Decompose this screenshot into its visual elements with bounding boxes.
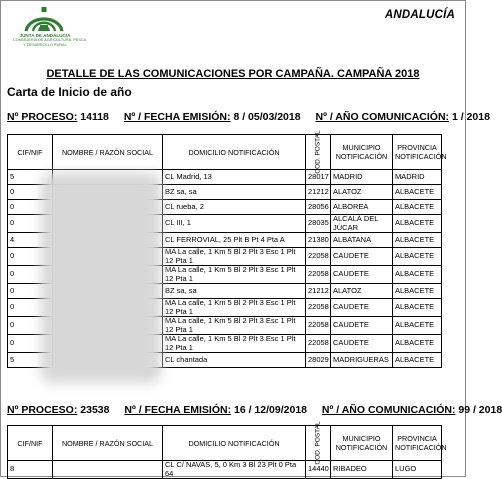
cell-provincia: ALBACETE [393, 185, 442, 200]
cell-domicilio: MA La calle, 1 Km 5 Bl 2 Plt 3 Esc 1 Plt 12 Pta 1 [163, 248, 306, 266]
cell-provincia: ALBACETE [393, 248, 442, 266]
cell-domicilio: BZ sa, sa [163, 284, 306, 299]
col-header-domicilio: DOMICILIO NOTIFICACIÓN [163, 135, 306, 170]
cell-municipio: RIBADEO [331, 461, 393, 479]
cell-cod-postal: 22058 [306, 299, 331, 317]
cell-provincia: ALBACETE [393, 200, 442, 215]
cell-cod-postal: 21212 [306, 185, 331, 200]
junta-andalucia-logo [13, 5, 87, 49]
cell-domicilio: MA La calle, 1 Km 5 Bl 2 Plt 3 Esc 1 Plt 12 Pta 1 [163, 299, 306, 317]
cell-municipio: CAUDETE [331, 299, 393, 317]
table-row [8, 461, 442, 479]
logo-text-line3: Y DESARROLLO RURAL [23, 42, 67, 47]
col-header-nif: CIF/NIF [8, 135, 53, 170]
cell-provincia: ALBACETE [393, 353, 442, 368]
logo-text-line2: CONSEJERÍA DE AGRICULTURA, PESCA [13, 38, 87, 43]
cell-municipio: MADRIGUERAS [331, 353, 393, 368]
col-header-domicilio: DOMICILIO NOTIFICACIÓN [163, 426, 306, 461]
cell-nombre [53, 461, 163, 479]
cell-provincia: ALBACETE [393, 215, 442, 233]
cell-provincia: ALBACETE [393, 233, 442, 248]
col-header-nombre: NOMBRE / RAZÓN SOCIAL [53, 426, 163, 461]
cell-domicilio: CL Madrid, 13 [163, 170, 306, 185]
col-header-nombre: NOMBRE / RAZÓN SOCIAL [53, 135, 163, 170]
process-header [7, 404, 502, 416]
cell-domicilio: BZ sa, sa [163, 185, 306, 200]
cell-provincia: ALBACETE [393, 335, 442, 353]
cell-domicilio: CL FERROVIAL, 25 Plt B Pt 4 Pta A [163, 233, 306, 248]
cell-provincia: ALBACETE [393, 317, 442, 335]
cell-cod-postal: 22058 [306, 335, 331, 353]
col-header-provincia: PROVINCIA NOTIFICACIÓN [393, 135, 442, 170]
proceso-label: Nº PROCESO: [7, 404, 78, 416]
cell-provincia: LUGO [393, 461, 442, 479]
cell-nif: 0 [8, 185, 53, 200]
table-header-row [8, 135, 442, 170]
cell-nif: 0 [8, 299, 53, 317]
fecha-emision-label: Nº / FECHA EMISIÓN: [123, 111, 231, 123]
document-title: DETALLE DE LAS COMUNICACIONES POR CAMPAÑA. CAMPAÑA 2018 [46, 68, 420, 80]
cell-nif: 5 [8, 353, 53, 368]
comunicacion-label: Nº / AÑO COMUNICACIÓN: [321, 404, 456, 416]
cell-nif: 0 [8, 317, 53, 335]
cell-cod-postal: 21380 [306, 233, 331, 248]
cell-municipio: ALATOZ [331, 284, 393, 299]
comunicacion-value: 99 / 2018 [458, 404, 502, 416]
cell-cod-postal: 28017 [306, 170, 331, 185]
cell-municipio: ALBATANA [331, 233, 393, 248]
cell-municipio: MADRID [331, 170, 393, 185]
cell-cod-postal: 28035 [306, 215, 331, 233]
cell-domicilio: CL C/ NAVAS, 5, 0 Km 3 Bl 23 Plt 0 Pta 64 [163, 461, 306, 479]
proceso-value: 23538 [80, 404, 110, 416]
cell-municipio: ALCALÁ DEL JÚCAR [331, 215, 393, 233]
fecha-emision-value: 16 / 12/09/2018 [234, 404, 307, 416]
cell-municipio: CAUDETE [331, 248, 393, 266]
col-header-cod-postal: COD. POSTAL [306, 135, 331, 170]
process-header [7, 111, 490, 123]
fecha-emision-value: 8 / 05/03/2018 [233, 111, 301, 123]
cell-domicilio: MA La calle, 1 Km 5 Bl 2 Plt 3 Esc 1 Plt 12 Pta 1 [163, 317, 306, 335]
col-header-municipio: MUNICIPIO NOTIFICACIÓN [331, 135, 393, 170]
cell-cod-postal: 22058 [306, 317, 331, 335]
communications-table [7, 421, 447, 479]
col-header-cod-postal: COD. POSTAL [306, 426, 331, 461]
cell-provincia: MADRID [393, 170, 442, 185]
cell-nif: 0 [8, 335, 53, 353]
cell-cod-postal: 28056 [306, 200, 331, 215]
redacted-names-blur [41, 173, 161, 383]
cell-municipio: CAUDETE [331, 317, 393, 335]
cell-nif: 8 [8, 461, 53, 479]
cell-municipio: CAUDETE [331, 335, 393, 353]
cell-domicilio: CL III, 1 [163, 215, 306, 233]
cell-nif: 0 [8, 266, 53, 284]
cell-domicilio: MA La calle, 1 Km 5 Bl 2 Plt 3 Esc 1 Plt 12 Pta 1 [163, 266, 306, 284]
cell-nif: 0 [8, 215, 53, 233]
col-header-municipio: MUNICIPIO NOTIFICACIÓN [331, 426, 393, 461]
logo-emblem-icon [23, 5, 65, 35]
cell-provincia: ALBACETE [393, 266, 442, 284]
cell-provincia: ALBACETE [393, 299, 442, 317]
col-header-nif: CIF/NIF [8, 426, 53, 461]
table-header-row [8, 426, 442, 461]
cell-cod-postal: 28029 [306, 353, 331, 368]
comunicacion-label: Nº / AÑO COMUNICACIÓN: [315, 111, 450, 123]
cell-municipio: ALATOZ [331, 185, 393, 200]
logo-text-line1: JUNTA DE ANDALUCIA [19, 33, 71, 38]
cell-nif: 5 [8, 170, 53, 185]
cell-nif: 0 [8, 284, 53, 299]
proceso-value: 14118 [80, 111, 109, 123]
cell-municipio: ALBOREA [331, 200, 393, 215]
cell-domicilio: MA La calle, 1 Km 5 Bl 2 Plt 3 Esc 1 Plt 12 Pta 1 [163, 335, 306, 353]
cell-municipio: CAUDETE [331, 266, 393, 284]
cell-cod-postal: 22058 [306, 266, 331, 284]
cell-cod-postal: 14440 [306, 461, 331, 479]
cell-cod-postal: 22058 [306, 248, 331, 266]
cell-nif: 0 [8, 200, 53, 215]
region-label: ANDALUCÍA [384, 9, 455, 21]
cell-nif: 4 [8, 233, 53, 248]
document-subtitle: Carta de Inicio de año [7, 85, 132, 99]
cell-provincia: ALBACETE [393, 284, 442, 299]
comunicacion-value: 1 / 2018 [451, 111, 490, 123]
fecha-emision-label: Nº / FECHA EMISIÓN: [124, 404, 232, 416]
proceso-label: Nº PROCESO: [7, 111, 78, 123]
cell-cod-postal: 21212 [306, 284, 331, 299]
cell-domicilio: CL rueba, 2 [163, 200, 306, 215]
col-header-provincia: PROVINCIA NOTIFICACIÓN [393, 426, 442, 461]
cell-domicilio: CL chantada [163, 353, 306, 368]
cell-nif: 0 [8, 248, 53, 266]
